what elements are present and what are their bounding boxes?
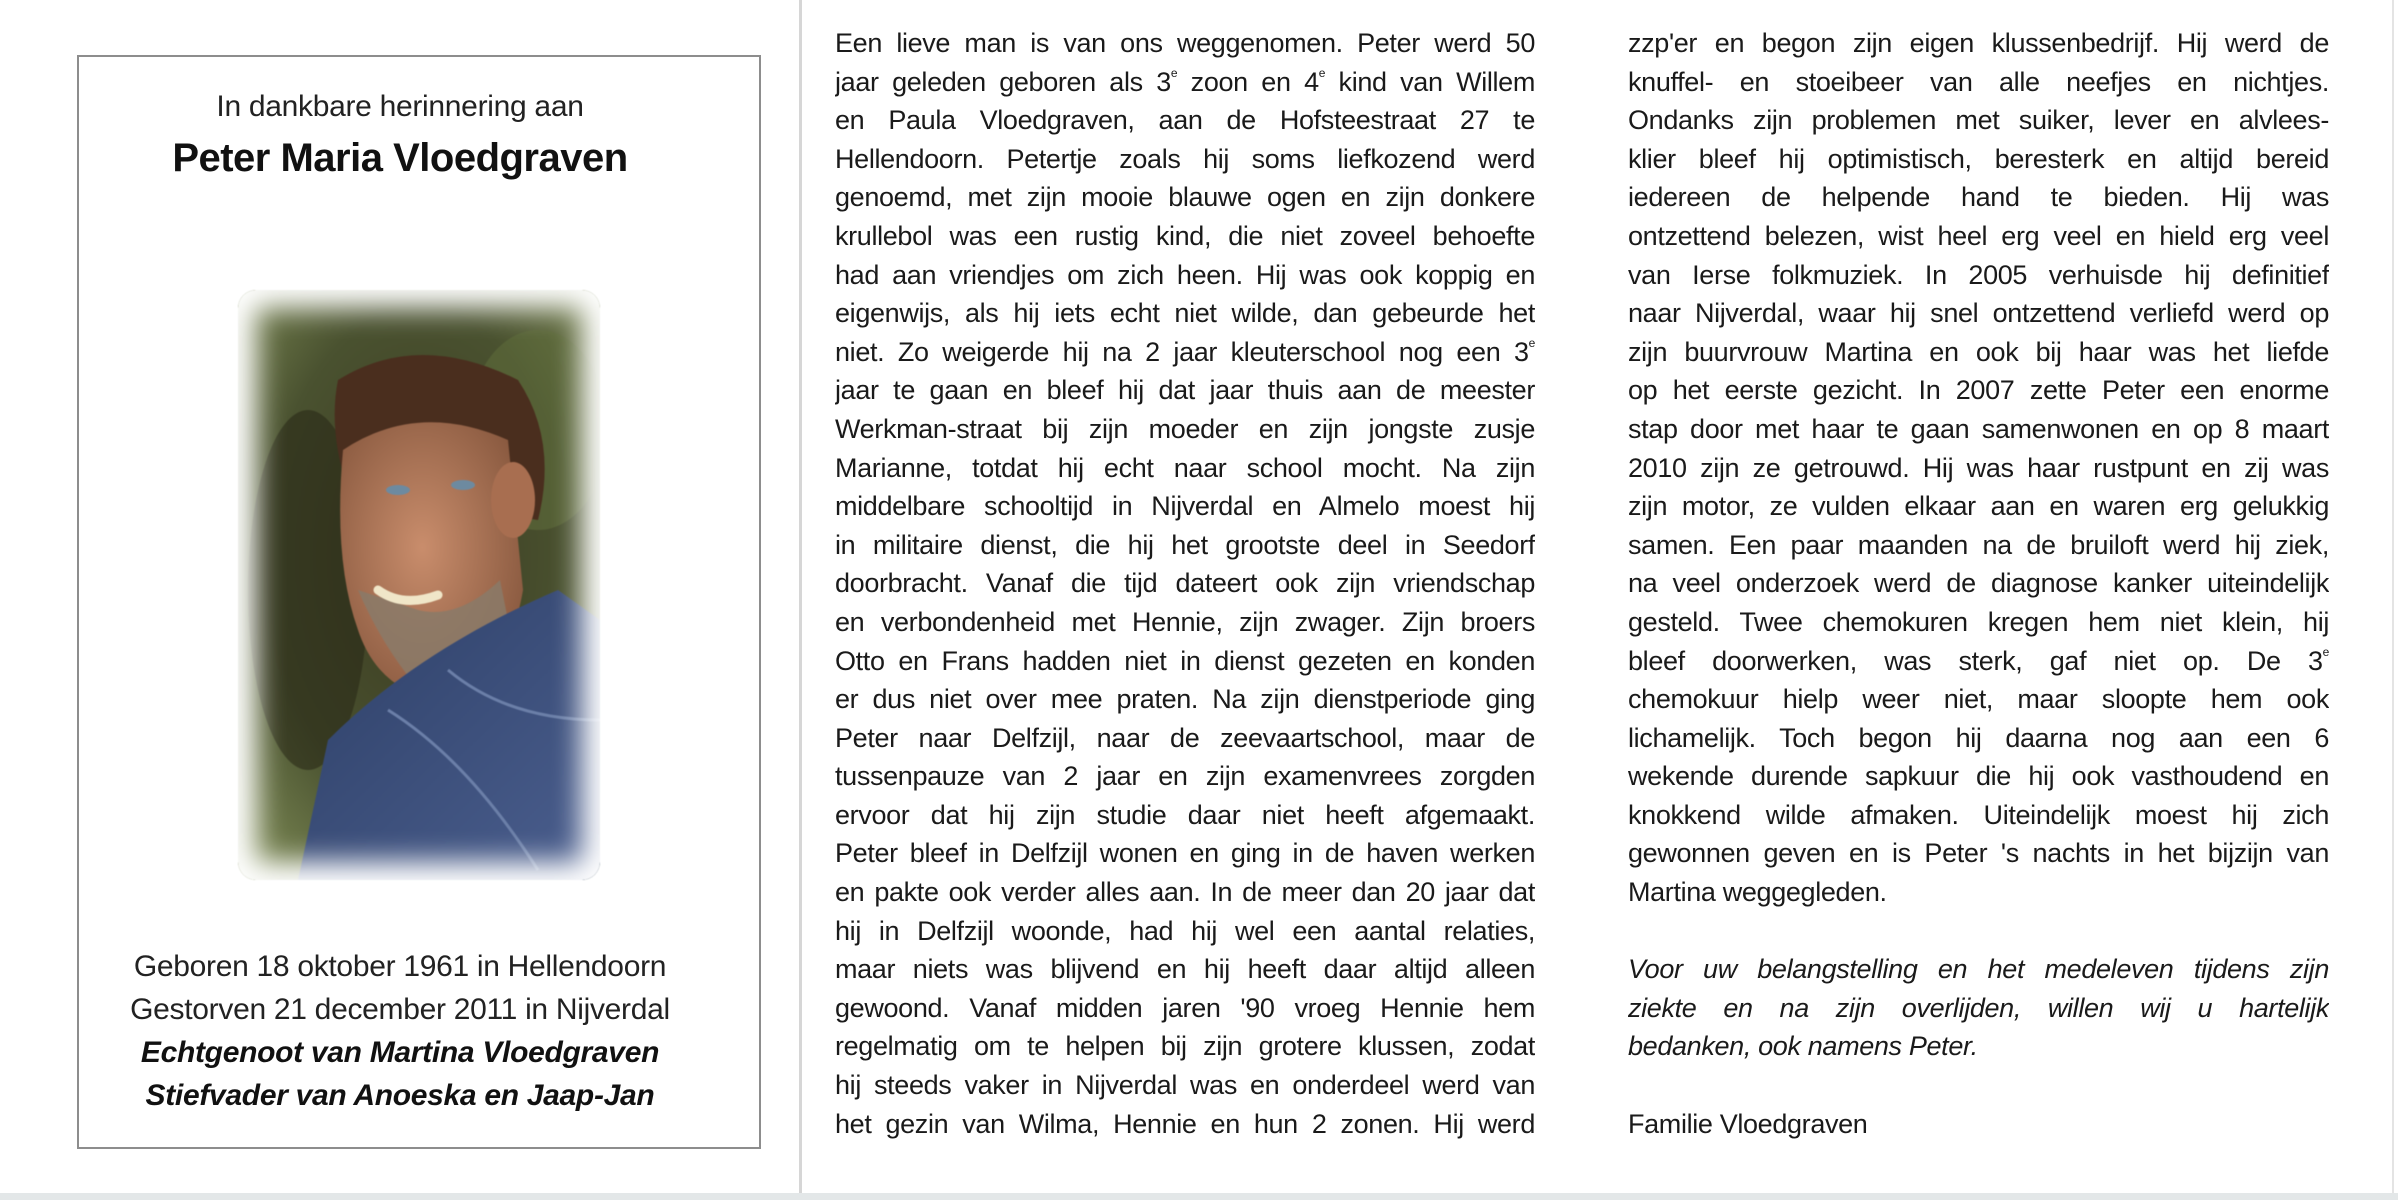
ordinal-suffix: e bbox=[1170, 65, 1178, 80]
text-line: op het eerste gezicht. In 2007 zette Peter een enorme bbox=[1628, 375, 2329, 406]
text-line: jaar geleden geboren als 3e zoon en 4e kind van Willem bbox=[835, 65, 1535, 97]
ordinal-suffix: e bbox=[1528, 335, 1535, 350]
text-line: zijn motor, ze vulden elkaar aan en waren erg gelukkig bbox=[1628, 491, 2329, 522]
text-line: gewoond. Vanaf midden jaren '90 vroeg Hennie hem bbox=[835, 992, 1535, 1023]
photo-vignette bbox=[238, 290, 600, 880]
text-line: gewonnen geven en is Peter 's nachts in het bijzijn van bbox=[1628, 838, 2329, 869]
text-line: Voor uw belangstelling en het medeleven tijdens zijn bbox=[1628, 954, 2329, 985]
text-line: zijn buurvrouw Martina en ook bij haar was het liefde bbox=[1628, 336, 2329, 367]
text-line: en verbondenheid met Hennie, zijn zwager. Zijn broers bbox=[835, 606, 1535, 637]
text-line: er dus niet over mee praten. Na zijn dienstperiode ging bbox=[835, 684, 1535, 715]
text-line: Peter naar Delfzijl, naar de zeevaartschool, maar de bbox=[835, 722, 1535, 753]
portrait-photo bbox=[238, 290, 600, 880]
text-line: Marianne, totdat hij echt naar school mocht. Na zijn bbox=[835, 452, 1535, 483]
text-line: maar niets was blijvend en hij heeft daar altijd alleen bbox=[835, 954, 1535, 985]
spacer bbox=[1628, 912, 2329, 951]
text-line: ervoor dat hij zijn studie daar niet heeft afgemaakt. bbox=[835, 799, 1535, 830]
text-line: gesteld. Twee chemokuren kregen hem niet klein, hij bbox=[1628, 606, 2329, 637]
text-line: regelmatig om te helpen bij zijn grotere klussen, zodat bbox=[835, 1031, 1535, 1062]
text-line: eigenwijs, als hij iets echt niet wilde, dan gebeurde het bbox=[835, 298, 1535, 329]
text-line: iedereen de helpende hand te bieden. Hij was bbox=[1628, 182, 2329, 213]
text-line: en Paula Vloedgraven, aan de Hofsteestraat 27 te bbox=[835, 105, 1535, 136]
stepfather-line: Stiefvader van Anoeska en Jaap-Jan bbox=[145, 1079, 655, 1112]
text-line: klier bleef hij optimistisch, beresterk en altijd bereid bbox=[1628, 143, 2329, 174]
text-line: Werkman-straat bij zijn moeder en zijn jongste zusje bbox=[835, 413, 1535, 444]
text-line: hij steeds vaker in Nijverdal was en onderdeel werd van bbox=[835, 1070, 1535, 1101]
text-line: ziekte en na zijn overlijden, willen wij u hartelijk bbox=[1628, 992, 2329, 1023]
text-line: bedanken, ook namens Peter. bbox=[1628, 1031, 1978, 1062]
ordinal-suffix: e bbox=[1318, 65, 1326, 80]
biography-text-right bbox=[1628, 24, 2329, 1143]
text-line: Hellendoorn. Petertje zoals hij soms liefkozend werd bbox=[835, 143, 1535, 174]
text-line: en pakte ook verder alles aan. In de meer dan 20 jaar dat bbox=[835, 877, 1535, 908]
text-line: in militaire dienst, die hij het grootste deel in Seedorf bbox=[835, 529, 1535, 560]
text-line: ontzettend belezen, wist heel erg veel en hield erg veel bbox=[1628, 220, 2329, 251]
text-line: Een lieve man is van ons weggenomen. Peter werd 50 bbox=[835, 28, 1535, 58]
text-line: stap door met haar te gaan samenwonen en op 8 maart bbox=[1628, 413, 2329, 444]
text-line: van Ierse folkmuziek. In 2005 verhuisde hij definitief bbox=[1628, 259, 2329, 290]
text-line: het gezin van Wilma, Hennie en hun 2 zonen. Hij werd bbox=[835, 1108, 1535, 1139]
text-line: naar Nijverdal, waar hij snel ontzettend verliefd werd op bbox=[1628, 298, 2329, 329]
spouse-line: Echtgenoot van Martina Vloedgraven bbox=[140, 1036, 660, 1069]
text-line: 2010 zijn ze getrouwd. Hij was haar rustpunt en zij was bbox=[1628, 452, 2329, 483]
text-line: lichamelijk. Toch begon hij daarna nog aan een 6 bbox=[1628, 722, 2329, 753]
text-line: had aan vriendjes om zich heen. Hij was ook koppig en bbox=[835, 259, 1535, 290]
ordinal-suffix: e bbox=[2322, 644, 2329, 659]
text-line: jaar te gaan en bleef hij dat jaar thuis aan de meester bbox=[835, 375, 1535, 406]
text-line: middelbare schooltijd in Nijverdal en Almelo moest hij bbox=[835, 491, 1535, 522]
text-line: hij in Delfzijl woonde, had hij wel een aantal relaties, bbox=[835, 915, 1535, 946]
text-line: samen. Een paar maanden na de bruiloft werd hij ziek, bbox=[1628, 529, 2329, 560]
text-line: Martina weggegleden. bbox=[1628, 877, 1887, 908]
spacer bbox=[1628, 1066, 2329, 1105]
text-line: Peter bleef in Delfzijl wonen en ging in de haven werken bbox=[835, 838, 1535, 869]
text-line: wekende durende sapkuur die hij ook vasthoudend en bbox=[1628, 761, 2329, 792]
text-line: chemokuur hielp weer niet, maar sloopte hem ook bbox=[1628, 684, 2329, 715]
text-line: tussenpauze van 2 jaar en zijn examenvrees zorgden bbox=[835, 761, 1535, 792]
text-line: zzp'er en begon zijn eigen klussenbedrijf. Hij werd de bbox=[1628, 28, 2329, 58]
signature: Familie Vloedgraven bbox=[1628, 1108, 1868, 1139]
card-edge bbox=[2392, 0, 2394, 1193]
scan-bottom-edge bbox=[0, 1193, 2398, 1200]
deceased-name: Peter Maria Vloedgraven bbox=[172, 136, 628, 180]
text-line: genoemd, met zijn mooie blauwe ogen en zijn donkere bbox=[835, 182, 1535, 213]
birth-line: Geboren 18 oktober 1961 in Hellendoorn bbox=[133, 950, 667, 983]
text-line: knuffel- en stoeibeer van alle neefjes en nichtjes. bbox=[1628, 66, 2329, 97]
biography-text-middle bbox=[835, 24, 1535, 1143]
thanks-paragraph bbox=[1628, 950, 2329, 1066]
text-line: doorbracht. Vanaf die tijd dateert ook zijn vriendschap bbox=[835, 568, 1535, 599]
text-line: krullebol was een rustig kind, die niet zoveel behoefte bbox=[835, 220, 1535, 251]
text-line: niet. Zo weigerde hij na 2 jaar kleuterschool nog een 3e bbox=[835, 335, 1535, 367]
text-line: Ondanks zijn problemen met suiker, lever en alvlees- bbox=[1628, 105, 2329, 136]
text-line: na veel onderzoek werd de diagnose kanker uiteindelijk bbox=[1628, 568, 2329, 599]
death-line: Gestorven 21 december 2011 in Nijverdal bbox=[130, 993, 670, 1026]
front-panel bbox=[0, 0, 800, 1193]
text-line: bleef doorwerken, was sterk, gaf niet op. De 3e bbox=[1628, 644, 2329, 676]
text-line: Otto en Frans hadden niet in dienst gezeten en konden bbox=[835, 645, 1535, 676]
biography-continued bbox=[1628, 24, 2329, 912]
text-line: knokkend wilde afmaken. Uiteindelijk moest hij zich bbox=[1628, 799, 2329, 830]
intro-text: In dankbare herinnering aan bbox=[216, 90, 584, 123]
